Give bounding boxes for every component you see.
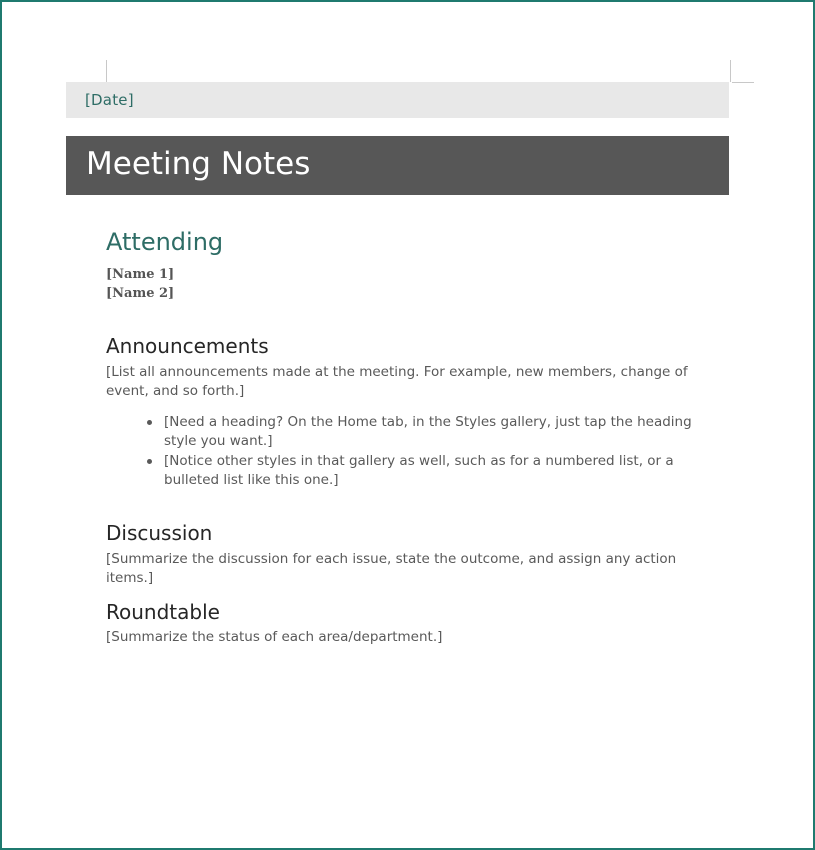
roundtable-text[interactable]: [Summarize the status of each area/department.] [106,629,443,645]
list-item-text: [Need a heading? On the Home tab, in the Styles gallery, just tap the heading style you want.] [164,414,692,449]
discussion-heading[interactable]: Discussion [106,521,213,545]
roundtable-heading[interactable]: Roundtable [106,600,220,624]
margin-corner-mark-left [106,60,107,82]
announcements-text[interactable]: [List all announcements made at the meeting. For example, new members, change of event, and so forth.] [106,364,688,399]
announcement-bullet-list [146,413,726,491]
attending-heading[interactable]: Attending [106,228,224,256]
attendee-name[interactable]: [Name 1] [106,267,175,282]
date-placeholder[interactable]: [Date] [85,91,134,109]
list-item-text: [Notice other styles in that gallery as well, such as for a numbered list, or a bulleted list like this one.] [164,453,674,488]
margin-corner-mark-right [730,60,731,82]
margin-corner-mark-right-horizontal [732,82,754,83]
title-bar [66,136,729,195]
date-bar [66,82,729,118]
discussion-text[interactable]: [Summarize the discussion for each issue, state the outcome, and assign any action items.] [106,551,677,586]
announcements-heading[interactable]: Announcements [106,334,269,358]
attendee-name[interactable]: [Name 2] [106,286,175,301]
bullet-icon [147,459,152,464]
list-item[interactable] [146,413,726,451]
document-title[interactable]: Meeting Notes [86,146,311,182]
bullet-icon [147,420,152,425]
list-item[interactable] [146,452,726,490]
